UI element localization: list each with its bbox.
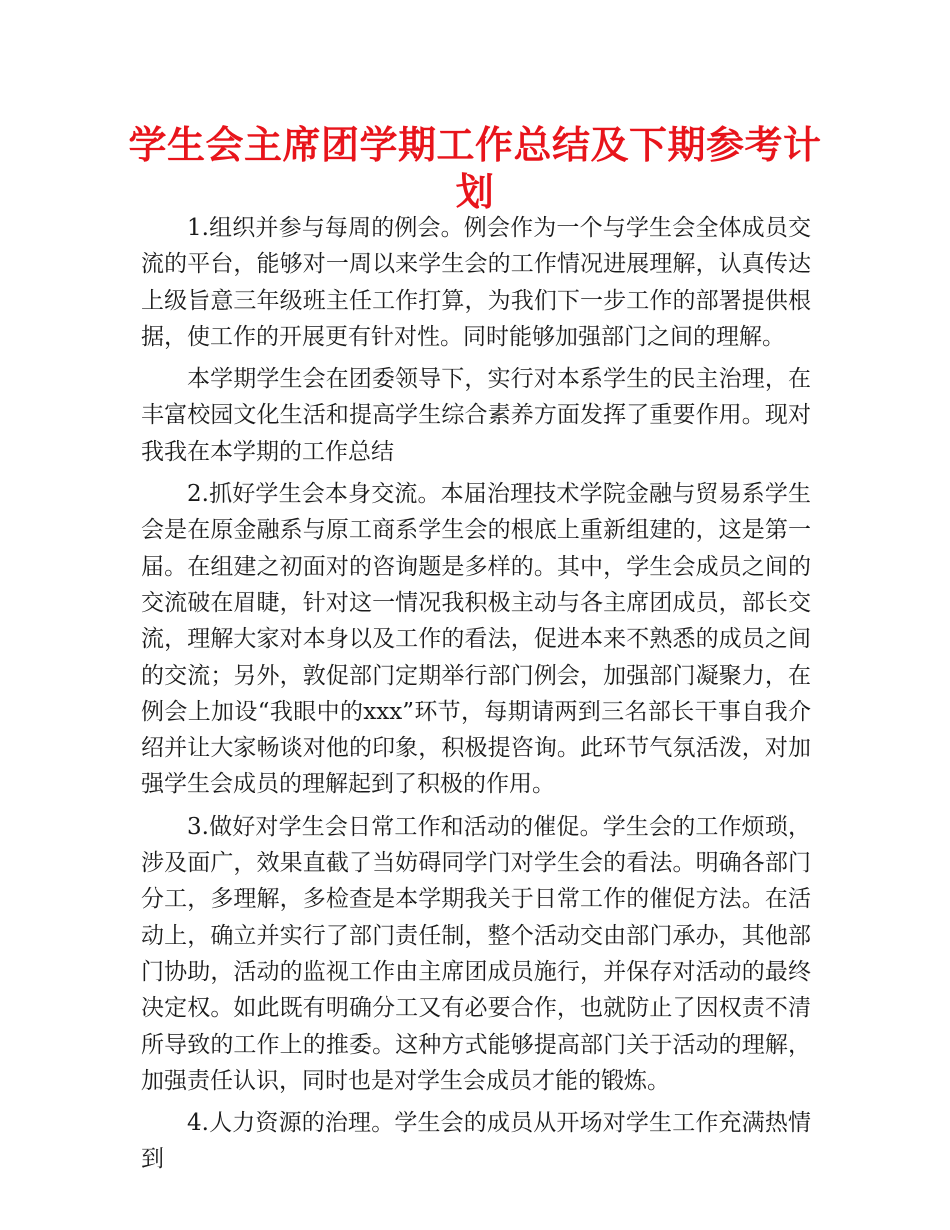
document-body <box>141 210 811 1184</box>
paragraph-1: 1.组织并参与每周的例会。例会作为一个与学生会全体成员交流的平台，能够对一周以来学生会的工作情况进展理解，认真传达上级旨意三年级班主任工作打算，为我们下一步工作的部署提供根据，使工作的开展更有针对性。同时能够加强部门之间的理解。 <box>141 215 811 350</box>
paragraph-4: 3.做好对学生会日常工作和活动的催促。学生会的工作烦琐，涉及面广，效果直截了当妨碍同学门对学生会的看法。明确各部门分工，多理解，多检查是本学期我关于日常工作的催促方法。在活动上，确立并实行了部门责任制，整个活动交由部门承办，其他部门协助，活动的监视工作由主席团成员施行，并保存对活动的最终决定权。如此既有明确分工又有必要合作，也就防止了因权责不清所导致的工作上的推委。这种方式能够提高部门关于活动的理解，加强责任认识，同时也是对学生会成员才能的锻炼。 <box>141 813 811 1094</box>
paragraph-2: 本学期学生会在团委领导下，实行对本系学生的民主治理，在丰富校园文化生活和提高学生综合素养方面发挥了重要作用。现对我我在本学期的工作总结 <box>141 366 811 465</box>
document-title: 学生会主席团学期工作总结及下期参考计划 <box>128 123 822 214</box>
paragraph-5: 4.人力资源的治理。学生会的成员从开场对学生工作充满热情到 <box>141 1110 811 1173</box>
paragraph-3: 2.抓好学生会本身交流。本届治理技术学院金融与贸易系学生会是在原金融系与原工商系学生会的根底上重新组建的，这是第一届。在组建之初面对的咨询题是多样的。其中，学生会成员之间的交流破在眉睫，针对这一情况我积极主动与各主席团成员，部长交流，理解大家对本身以及工作的看法，促进本来不熟悉的成员之间的交流；另外，敦促部门定期举行部门例会，加强部门凝聚力，在例会上加设“我眼中的xxx”环节，每期请两到三名部长干事自我介绍并让大家畅谈对他的印象，积极提咨询。此环节气氛活泼，对加强学生会成员的理解起到了积极的作用。 <box>141 481 811 798</box>
